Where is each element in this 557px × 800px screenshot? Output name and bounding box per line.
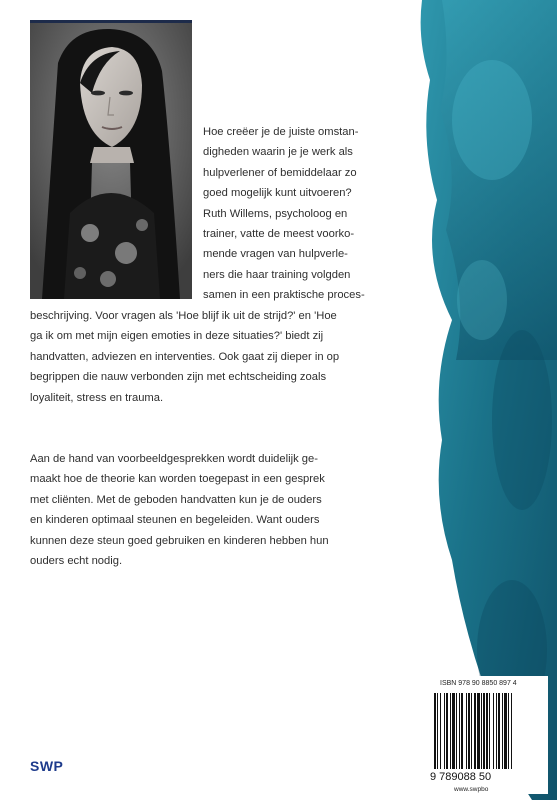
text-line: ners die haar training volgden	[203, 268, 351, 281]
barcode-bar	[496, 693, 497, 769]
text-line: kunnen deze steun goed gebruiken en kinderen hebben hun	[30, 534, 329, 547]
text-line: trainer, vatte de meest voorko-	[203, 228, 355, 241]
text-line: beschrijving. Voor vragen als 'Hoe blijf ik uit de strijd?' en 'Hoe	[30, 310, 337, 322]
second-paragraph	[30, 449, 404, 571]
barcode-bar	[486, 693, 488, 769]
text-line: loyaliteit, stress en trauma.	[30, 391, 164, 404]
publisher-logo: SWP	[30, 758, 64, 774]
intro-paragraph-wrapped	[203, 122, 403, 306]
intro-paragraph-continued	[30, 306, 404, 408]
barcode-bar	[511, 693, 512, 769]
barcode-bar	[489, 693, 490, 769]
barcode-bar	[481, 693, 482, 769]
barcode-bar	[508, 693, 509, 769]
author-portrait	[30, 23, 192, 299]
barcode-bar	[468, 693, 470, 769]
text-line: hulpverlener of bemiddelaar zo	[203, 166, 357, 179]
text-line: digheden waarin je je werk als	[203, 146, 353, 159]
barcode-bar	[452, 693, 455, 769]
barcode-bar	[483, 693, 485, 769]
barcode-bar	[493, 693, 494, 769]
text-line: Aan de hand van voorbeeldgesprekken wordt duidelijk ge-	[30, 453, 318, 465]
text-line: ga ik om met mijn eigen emoties in deze situaties?' biedt zij	[30, 330, 324, 343]
barcode-bar	[461, 693, 463, 769]
barcode-bar	[466, 693, 467, 769]
barcode-bar	[437, 693, 438, 769]
barcode-block	[430, 676, 548, 794]
barcode-bar	[450, 693, 451, 769]
barcode-bars	[434, 693, 544, 769]
barcode-bar	[444, 693, 445, 769]
isbn-label: ISBN 978 90 8850 897 4	[440, 680, 517, 687]
barcode-bar	[502, 693, 503, 769]
publisher-url: www.swpbo	[454, 786, 489, 793]
barcode-bar	[456, 693, 457, 769]
barcode-bar	[474, 693, 476, 769]
barcode-bar	[446, 693, 448, 769]
text-line: Hoe creëer je de juiste omstan-	[203, 126, 359, 138]
barcode-bar	[434, 693, 436, 769]
text-line: Ruth Willems, psycholoog en	[203, 207, 348, 220]
barcode-bar	[440, 693, 441, 769]
text-line: begrippen die nauw verbonden zijn met echtscheiding zoals	[30, 371, 327, 384]
text-line: goed mogelijk kunt uitvoeren?	[203, 187, 352, 200]
text-line: samen in een praktische proces-	[203, 289, 365, 302]
barcode-bar	[477, 693, 480, 769]
barcode-bar	[471, 693, 472, 769]
text-line: handvatten, adviezen en interventies. Ook gaat zij dieper in op	[30, 350, 340, 363]
text-line: met cliënten. Met de geboden handvatten kun je de ouders	[30, 493, 322, 506]
barcode-bar	[504, 693, 507, 769]
barcode-bar	[498, 693, 500, 769]
text-line: mende vragen van hulpverle-	[203, 248, 348, 261]
text-line: maakt hoe de theorie kan worden toegepast in een gesprek	[30, 473, 325, 486]
barcode-bar	[459, 693, 460, 769]
text-line: en kinderen optimaal steunen en begeleiden. Want ouders	[30, 514, 320, 527]
ean-digits: 9 789088 50	[430, 771, 492, 783]
text-line: ouders echt nodig.	[30, 555, 123, 568]
